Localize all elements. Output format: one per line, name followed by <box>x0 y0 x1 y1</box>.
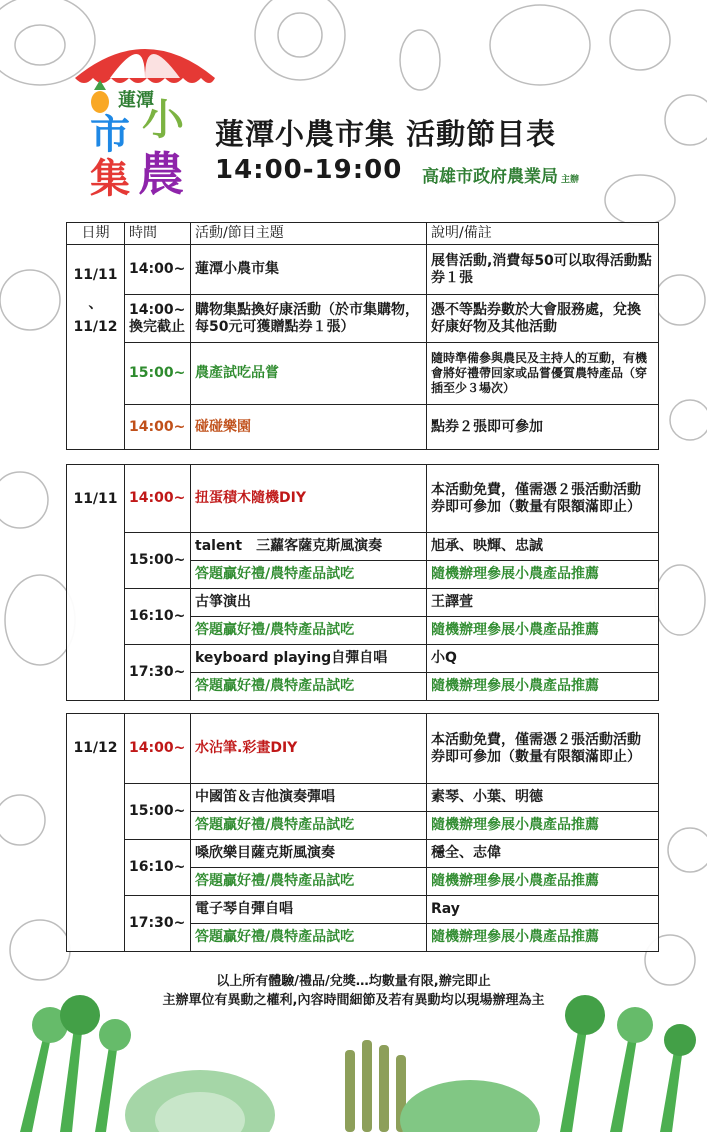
activity-cell: 答題贏好禮/農特產品試吃 <box>191 868 427 896</box>
note-cell: 本活動免費，僅需憑２張活動活動券即可參加（數量有限額滿即止） <box>427 714 659 784</box>
activity-cell: 嗓欣樂目薩克斯風演奏 <box>191 840 427 868</box>
logo-char-3: 集 <box>90 156 130 202</box>
date-separator: 、 <box>88 296 103 312</box>
note-cell: 憑不等點券數於大會服務處，兌換好康好物及其他活動 <box>427 295 659 343</box>
date-cell <box>67 245 125 450</box>
celery-right-icon <box>560 995 696 1132</box>
table-row <box>67 245 659 295</box>
organizer-tag: 主辦 <box>561 175 580 185</box>
activity-cell: 扭蛋積木隨機DIY <box>191 465 427 533</box>
note-cell: 小Q <box>427 645 659 673</box>
activity-cell: 電子琴自彈自唱 <box>191 896 427 924</box>
asparagus-icon <box>345 1040 406 1132</box>
activity-cell: 答題贏好禮/農特產品試吃 <box>191 673 427 701</box>
time-cell: 14:00~ <box>125 465 191 533</box>
activity-cell: 農產試吃品嘗 <box>191 343 427 405</box>
date-line-1: 11/11 <box>73 267 118 283</box>
time-cell: 14:00~ <box>125 714 191 784</box>
time-cell: 14:00~ <box>125 245 191 295</box>
activity-cell: 蓮潭小農市集 <box>191 245 427 295</box>
note-cell: 隨機辦理參展小農產品推薦 <box>427 673 659 701</box>
activity-cell: 答題贏好禮/農特產品試吃 <box>191 561 427 589</box>
activity-cell: 購物集點換好康活動（於市集購物，每50元可獲贈點券１張） <box>191 295 427 343</box>
date-cell: 11/11 <box>67 465 125 701</box>
time-cell: 15:00~ <box>125 343 191 405</box>
note-cell: 點券２張即可參加 <box>427 405 659 450</box>
organizer <box>422 162 579 187</box>
logo-char-4: 農 <box>138 147 184 201</box>
note-cell: 旭承、映輝、忠誠 <box>427 533 659 561</box>
table-row <box>67 714 659 784</box>
activity-cell: 答題贏好禮/農特產品試吃 <box>191 617 427 645</box>
table-row <box>67 533 659 561</box>
header-activity: 活動/節目主題 <box>191 223 427 245</box>
note-cell: 穩全、志偉 <box>427 840 659 868</box>
page-title: 蓮潭小農市集 活動節目表 <box>215 117 557 151</box>
activity-cell: 中國笛＆吉他演奏彈唱 <box>191 784 427 812</box>
table-row <box>67 295 659 343</box>
lettuce-icon <box>400 1080 540 1132</box>
activity-cell: 古箏演出 <box>191 589 427 617</box>
time-cell: 14:00~換完截止 <box>125 295 191 343</box>
activity-cell: 水沾筆.彩畫DIY <box>191 714 427 784</box>
note-cell: 隨機辦理參展小農產品推薦 <box>427 812 659 840</box>
celery-left-icon <box>20 995 131 1132</box>
organizer-name: 高雄市政府農業局 <box>422 167 558 187</box>
header-time: 時間 <box>125 223 191 245</box>
time-cell: 14:00~ <box>125 405 191 450</box>
activity-cell: talent 三蘿客薩克斯風演奏 <box>191 533 427 561</box>
note-cell: 隨機辦理參展小農產品推薦 <box>427 924 659 952</box>
activity-cell: 答題贏好禮/農特產品試吃 <box>191 924 427 952</box>
header-note: 說明/備註 <box>427 223 659 245</box>
time-cell: 15:00~ <box>125 533 191 589</box>
footer-line-1: 以上所有體驗/禮品/兌獎…均數量有限,辦完即止 <box>216 974 491 989</box>
table-row <box>67 343 659 405</box>
note-cell: 隨機辦理參展小農產品推薦 <box>427 617 659 645</box>
date-cell: 11/12 <box>67 714 125 952</box>
schedule-table-general <box>66 222 659 450</box>
umbrella-icon <box>75 49 215 83</box>
table-row <box>67 896 659 924</box>
table-header-row <box>67 223 659 245</box>
time-cell: 16:10~ <box>125 589 191 645</box>
time-cell: 16:10~ <box>125 840 191 896</box>
logo-char-1: 市 <box>90 112 130 158</box>
schedule-table-day1 <box>66 464 659 701</box>
activity-cell: keyboard playing自彈自唱 <box>191 645 427 673</box>
date-line-2: 11/12 <box>73 319 118 335</box>
table-row <box>67 465 659 533</box>
note-cell: 展售活動,消費每50可以取得活動點券１張 <box>427 245 659 295</box>
note-cell: 隨機辦理參展小農產品推薦 <box>427 561 659 589</box>
pineapple-icon <box>91 80 109 113</box>
event-time: 14:00-19:00 <box>215 155 403 185</box>
market-logo <box>70 30 220 205</box>
table-row <box>67 405 659 450</box>
schedule-table-day2 <box>66 713 659 952</box>
logo-small-text: 蓮潭 <box>118 90 154 111</box>
vegetables-illustration <box>0 990 707 1132</box>
note-cell: Ray <box>427 896 659 924</box>
logo-char-2: 小 <box>142 95 185 144</box>
time-cell: 17:30~ <box>125 896 191 952</box>
note-cell: 本活動免費，僅需憑２張活動活動券即可參加（數量有限額滿即止） <box>427 465 659 533</box>
table-row <box>67 784 659 812</box>
header-date: 日期 <box>67 223 125 245</box>
note-cell: 隨時準備參與農民及主持人的互動，有機會將好禮帶回家或品嘗優質農特產品（穿插至少３場次） <box>427 343 659 405</box>
table-row <box>67 645 659 673</box>
note-cell: 素琴、小葉、明德 <box>427 784 659 812</box>
table-row <box>67 589 659 617</box>
cabbage-icon <box>125 1070 275 1132</box>
time-cell: 17:30~ <box>125 645 191 701</box>
note-cell: 隨機辦理參展小農產品推薦 <box>427 868 659 896</box>
activity-cell: 答題贏好禮/農特產品試吃 <box>191 812 427 840</box>
note-cell: 王譯萱 <box>427 589 659 617</box>
table-row <box>67 840 659 868</box>
activity-cell: 碰碰樂園 <box>191 405 427 450</box>
footer-line-2: 主辦單位有異動之權利,內容時間細節及若有異動均以現場辦理為主 <box>162 993 545 1008</box>
time-cell: 15:00~ <box>125 784 191 840</box>
